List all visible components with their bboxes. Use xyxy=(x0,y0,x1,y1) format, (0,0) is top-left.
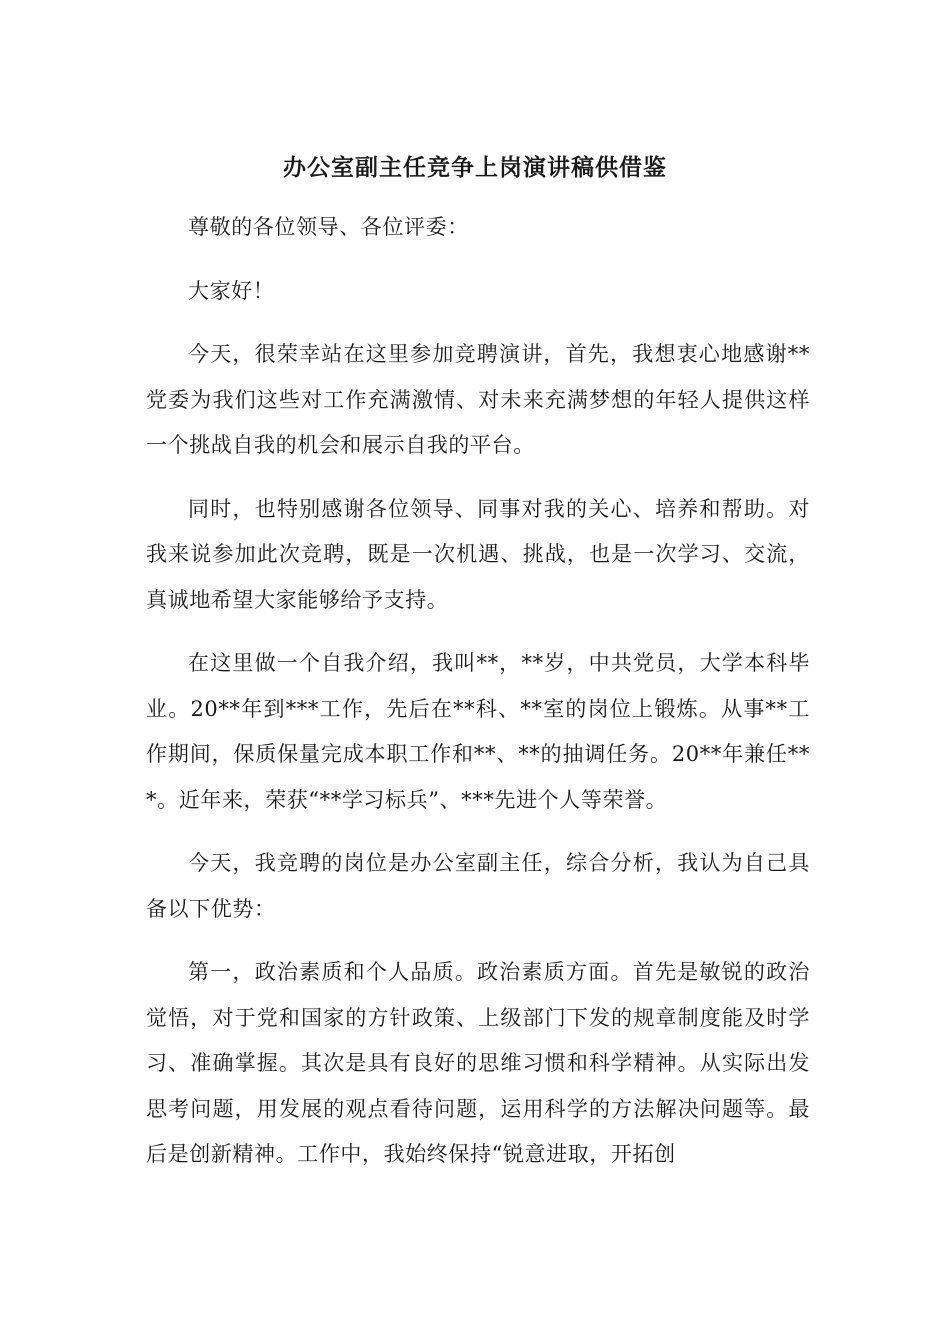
document-body xyxy=(146,205,810,1196)
body-paragraph: 第一，政治素质和个人品质。政治素质方面。首先是敏锐的政治觉悟，对于党和国家的方针政策、上级部门下发的规章制度能及时学习、准确掌握。其次是具有良好的思维习惯和科学精神。从实际出发思考问题，用发展的观点看待问题，运用科学的方法解决问题等。最后是创新精神。工作中，我始终保持“锐意进取，开拓创 xyxy=(146,960,810,1166)
document-title: 办公室副主任竞争上岗演讲稿供借鉴 xyxy=(283,154,667,181)
body-paragraph: 今天，我竞聘的岗位是办公室副主任，综合分析，我认为自己具备以下优势： xyxy=(146,851,810,921)
body-paragraph: 同时，也特别感谢各位领导、同事对我的关心、培养和帮助。对我来说参加此次竞聘，既是一次机遇、挑战，也是一次学习、交流，真诚地希望大家能够给予支持。 xyxy=(146,496,810,612)
greeting-paragraph: 大家好！ xyxy=(188,278,275,303)
self-introduction-paragraph: 在这里做一个自我介绍，我叫**，**岁，中共党员，大学本科毕业。20**年到***工作，先后在**科、**室的岗位上锻炼。从事**工作期间，保质保量完成本职工作和**、**的抽调任务。20**年兼任***。近年来，荣获“**学习标兵”、***先进个人等荣誉。 xyxy=(146,651,810,812)
body-paragraph: 今天，很荣幸站在这里参加竞聘演讲，首先，我想衷心地感谢**党委为我们这些对工作充满激情、对未来充满梦想的年轻人提供这样一个挑战自我的机会和展示自我的平台。 xyxy=(146,342,810,457)
salutation-paragraph: 尊敬的各位领导、各位评委： xyxy=(188,215,469,239)
